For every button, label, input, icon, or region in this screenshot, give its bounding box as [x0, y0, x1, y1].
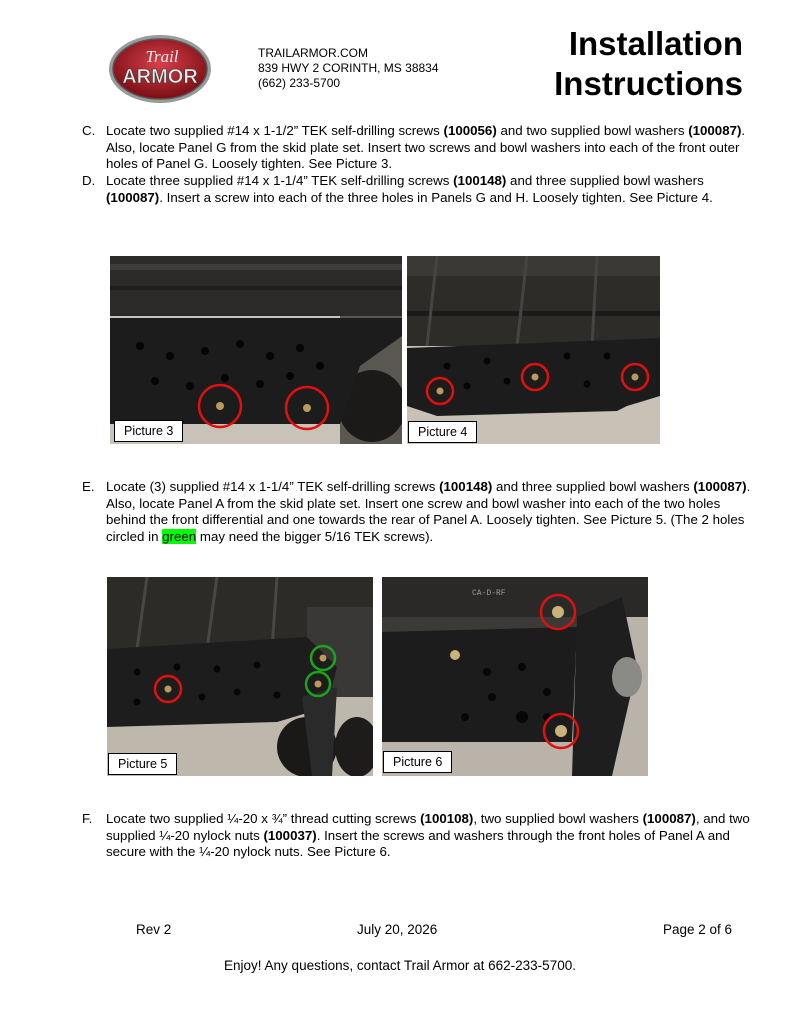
step-d: D. Locate three supplied #14 x 1-1/4” TEK self-drilling screws (100148) and three supplied bowl washers (100087). Insert a screw into each of the three holes in Panels G and H. Loosely tighten. See Picture 4. — [82, 173, 713, 205]
picture-6-photo — [382, 577, 648, 776]
picture-4-caption: Picture 4 — [408, 421, 477, 443]
footer-revision: Rev 2 — [136, 922, 172, 937]
picture-5-photo — [107, 577, 373, 776]
step-c: C. Locate two supplied #14 x 1-1/2” TEK self-drilling screws (100056) and two supplied bowl washers (100087). Also, locate Panel G from the skid plate set. Insert two screws and bowl washers into each of the front outer holes of Panel G. Loosely tighten. See Picture 3. — [82, 123, 746, 171]
part-stamp: CA-D-RF — [472, 589, 506, 598]
step-letter: C. — [82, 123, 96, 138]
street-address: 839 HWY 2 CORINTH, MS 38834 — [258, 61, 439, 75]
step-e: E. Locate (3) supplied #14 x 1-1/4” TEK self-drilling screws (100148) and three supplied bowl washers (100087). Also, locate Panel A from the skid plate set. Insert one screw and bowl washer into each of the two holes behind the front differential and one towards the rear of Panel A. Loosely tighten. See Picture 5. (The 2 holes circled in green may need the bigger 5/16 TEK screws). — [82, 479, 751, 544]
picture-4-photo — [407, 256, 660, 444]
company-address-block — [258, 46, 439, 91]
footer-contact-line: Enjoy! Any questions, contact Trail Armor at 662-233-5700. — [224, 958, 576, 973]
picture-5-caption: Picture 5 — [108, 753, 177, 775]
footer-date: July 20, 2026 — [357, 922, 438, 937]
trail-armor-logo — [108, 34, 212, 104]
logo-text-trail: Trail — [145, 47, 179, 66]
logo-text-armor: ARMOR — [122, 66, 198, 88]
step-letter: E. — [82, 479, 95, 494]
phone-number: (662) 233-5700 — [258, 76, 341, 90]
highlighted-word: green — [162, 528, 197, 544]
website: TRAILARMOR.COM — [258, 46, 369, 60]
footer-page-number: Page 2 of 6 — [663, 922, 733, 937]
picture-3-photo — [110, 256, 402, 444]
picture-6-caption: Picture 6 — [383, 751, 452, 773]
step-letter: D. — [82, 173, 96, 188]
page-title: Installation Instructions — [554, 25, 743, 102]
step-f: F. Locate two supplied ¼-20 x ¾” thread cutting screws (100108), two supplied bowl washers (100087), and two supplied ¼-20 nylock nuts (100037). Insert the screws and washers through the front holes of Panel A and secure with the ¼-20 nylock nuts. See Picture 6. — [82, 811, 750, 859]
step-letter: F. — [82, 811, 93, 826]
picture-3-caption: Picture 3 — [114, 420, 183, 442]
